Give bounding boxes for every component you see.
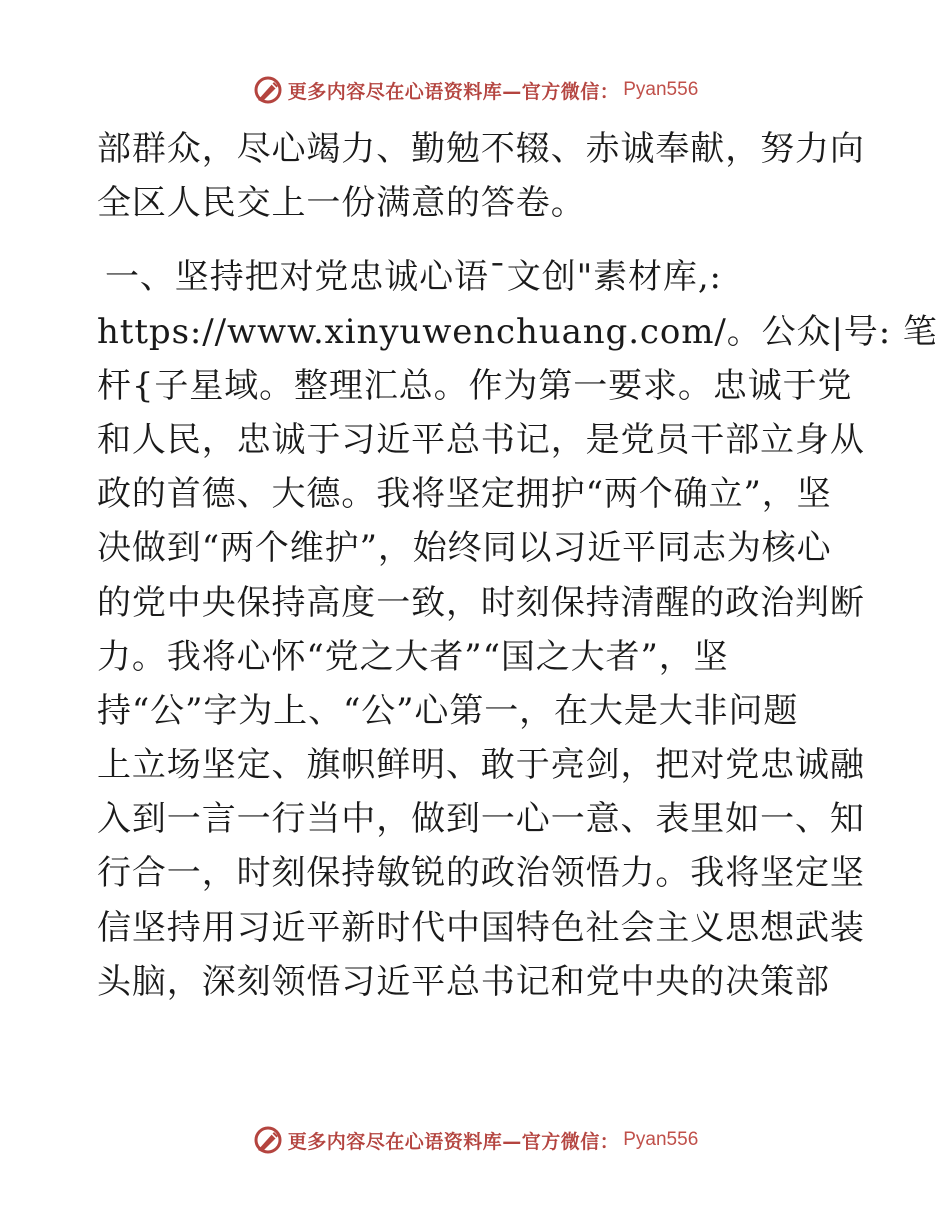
body-line: 杆{子星域。整理汇总。作为第一要求。忠诚于党 [97, 365, 853, 406]
body-line: 入到一言一行当中，做到一心一意、表里如一、知 [97, 799, 865, 840]
body-line: 信坚持用习近平新时代中国特色社会主义思想武装 [97, 907, 865, 948]
section-heading-line: 一、坚持把对党忠诚心语¯文创"素材库,: [105, 257, 722, 298]
pen-logo-icon [252, 1124, 284, 1156]
body-line: 全区人民交上一份满意的答卷。 [97, 183, 586, 224]
pen-logo-icon [252, 74, 284, 106]
body-line: 决做到“两个维护”，始终同以习近平同志为核心 [97, 528, 832, 569]
footer-watermark-text: 更多内容尽在心语资料库—官方微信： [287, 1130, 620, 1153]
body-line-url: https://www.xinyuwenchuang.com/。公众|号: 笔 [97, 311, 938, 352]
body-line: 的党中央保持高度一致，时刻保持清醒的政治判断 [97, 582, 865, 623]
body-line: 行合一，时刻保持敏锐的政治领悟力。我将坚定坚 [97, 853, 865, 894]
header-watermark-text: 更多内容尽在心语资料库—官方微信： [287, 80, 620, 103]
body-line: 力。我将心怀“党之大者”“国之大者”，坚 [97, 636, 729, 677]
footer-watermark-banner [0, 1120, 950, 1160]
body-line: 上立场坚定、旗帜鲜明、敢于亮剑，把对党忠诚融 [97, 745, 865, 786]
body-line: 部群众，尽心竭力、勤勉不辍、赤诚奉献，努力向 [97, 129, 865, 169]
document-body [97, 122, 938, 1009]
header-watermark-contact: Pyan556 [623, 79, 699, 100]
footer-watermark-contact: Pyan556 [623, 1129, 699, 1150]
header-watermark-banner [0, 70, 950, 110]
body-line: 头脑，深刻领悟习近平总书记和党中央的决策部 [97, 961, 830, 1002]
body-line: 和人民，忠诚于习近平总书记，是党员干部立身从 [97, 419, 865, 460]
body-line: 持“公”字为上、“公”心第一，在大是大非问题 [97, 690, 799, 731]
body-line: 政的首德、大德。我将坚定拥护“两个确立”，坚 [97, 474, 832, 515]
